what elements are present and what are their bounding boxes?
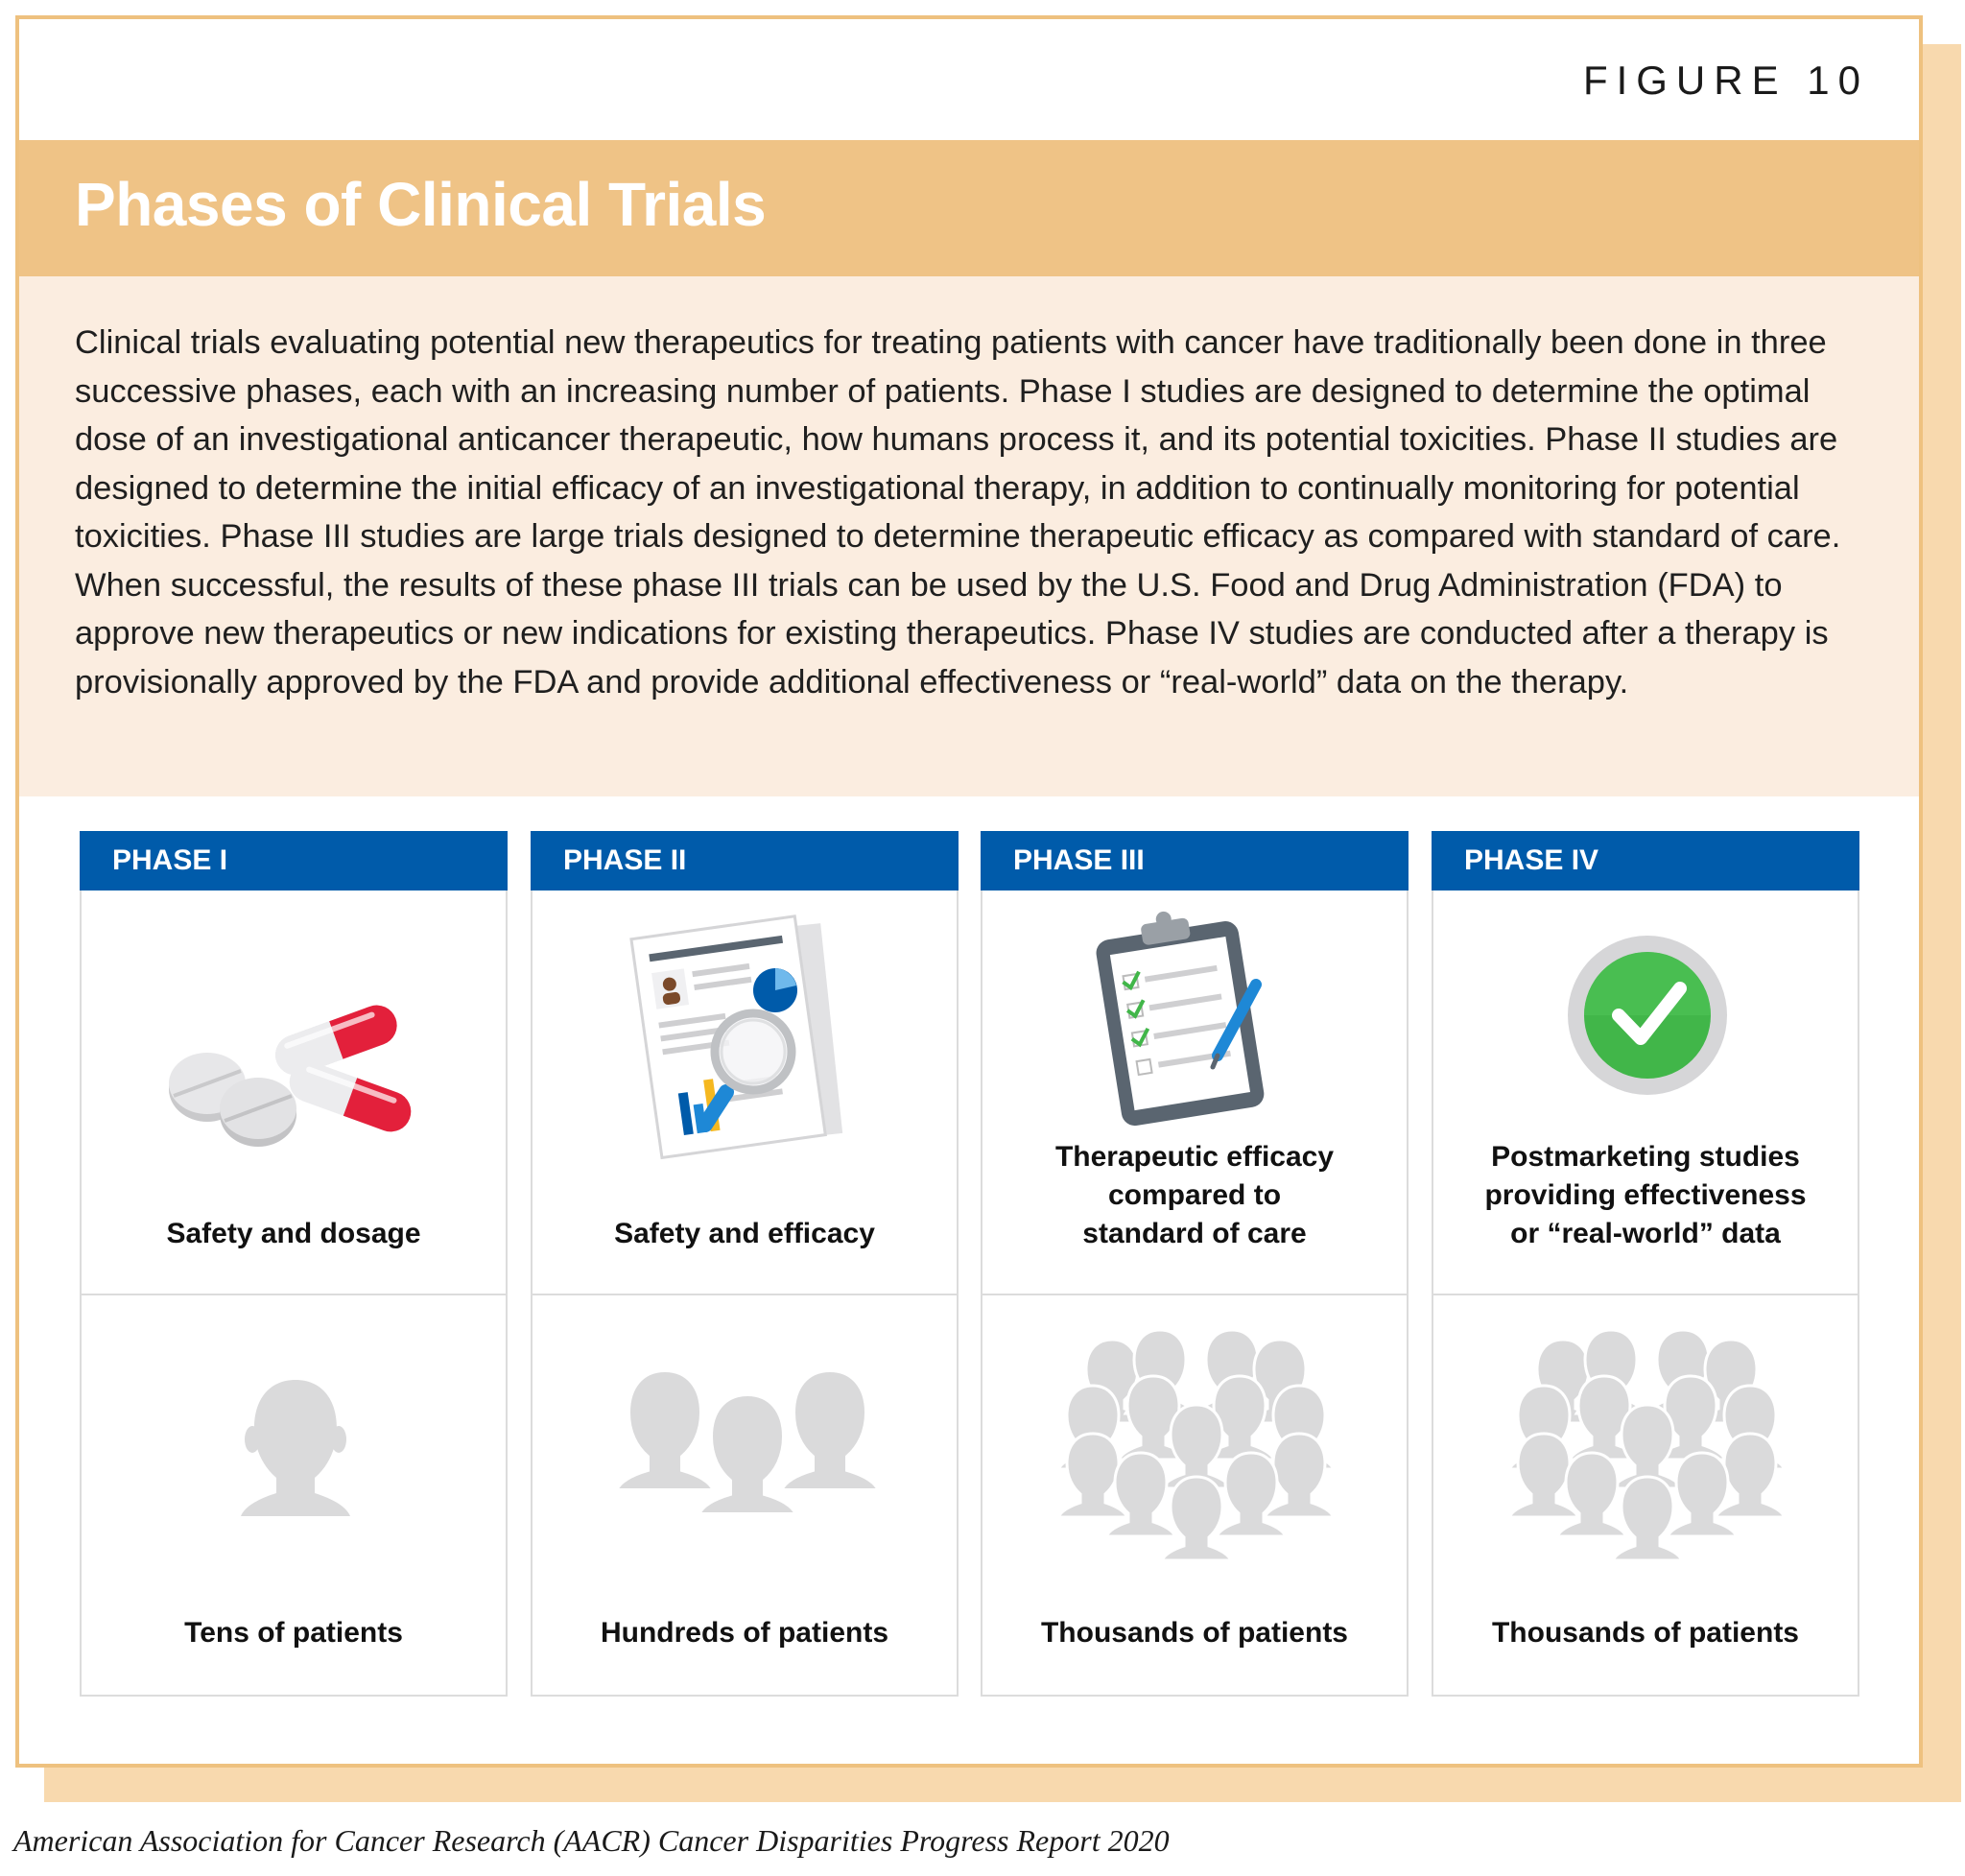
title-bar xyxy=(19,140,1919,276)
footer-citation: American Association for Cancer Research (AACR) Cancer Disparities Progress Report 2020 xyxy=(13,1823,1170,1858)
phase-patients-cell xyxy=(80,1294,508,1697)
phase-patients-cell xyxy=(531,1294,959,1697)
intro-box xyxy=(19,276,1919,796)
report-magnifier-icon xyxy=(533,891,960,1178)
phase-purpose-label: Postmarketing studies providing effectiveness or “real-world” data xyxy=(1484,1141,1807,1249)
intro-text: Clinical trials evaluating potential new therapeutics for treating patients with cancer have traditionally been done in three successive phases, each with an increasing number of patients. Phase I studies are designed to determine the optimal dose of an investigational anticancer therapeutic, how humans process it, and its potential toxicities. Phase II studies are designed to determine the initial efficacy of an investigational therapy, in addition to continually monitoring for potential toxicities. Phase III studies are large trials designed to determine therapeutic efficacy as compared with standard of care. When successful, the results of these phase III trials can be used by the U.S. Food and Drug Administration (FDA) to approve new therapeutics or new indications for existing therapeutics. Phase IV studies are conducted after a therapy is provisionally approved by the FDA and provide additional effectiveness or “real-world” data on the therapy. xyxy=(75,324,1841,701)
page-title: Phases of Clinical Trials xyxy=(75,170,767,239)
crowd-icon xyxy=(982,1295,1410,1583)
phase-purpose-label: Safety and dosage xyxy=(166,1218,421,1249)
phase-header: PHASE II xyxy=(531,831,959,891)
figure-label: FIGURE 10 xyxy=(1582,58,1869,103)
phase-header: PHASE IV xyxy=(1432,831,1859,891)
patients-label: Tens of patients xyxy=(184,1617,403,1649)
phase-purpose-label: Safety and efficacy xyxy=(614,1218,875,1249)
patients-label: Thousands of patients xyxy=(1040,1617,1348,1649)
phase-patients-cell xyxy=(981,1294,1409,1697)
phase-column-1 xyxy=(80,831,508,1697)
patients-label: Hundreds of patients xyxy=(600,1617,888,1649)
single-person-icon xyxy=(82,1295,509,1545)
phase-column-2 xyxy=(531,831,959,1697)
phase-column-3 xyxy=(981,831,1409,1697)
phase-purpose-cell xyxy=(531,891,959,1295)
phase-purpose-cell xyxy=(981,891,1409,1295)
phase-purpose-cell xyxy=(80,891,508,1295)
crowd-icon xyxy=(1433,1295,1861,1583)
patients-label: Thousands of patients xyxy=(1491,1617,1799,1649)
small-group-icon xyxy=(533,1295,960,1545)
phase-purpose-label: Therapeutic efficacy compared to standard of care xyxy=(1054,1141,1335,1249)
phase-header: PHASE III xyxy=(981,831,1409,891)
phase-purpose-cell xyxy=(1432,891,1859,1295)
figure-frame xyxy=(15,15,1923,1768)
phase-header: PHASE I xyxy=(80,831,508,891)
pills-icon xyxy=(82,891,509,1178)
clipboard-checklist-icon xyxy=(982,891,1410,1130)
phase-patients-cell xyxy=(1432,1294,1859,1697)
phase-column-4 xyxy=(1432,831,1859,1697)
green-checkmark-icon xyxy=(1433,891,1861,1121)
